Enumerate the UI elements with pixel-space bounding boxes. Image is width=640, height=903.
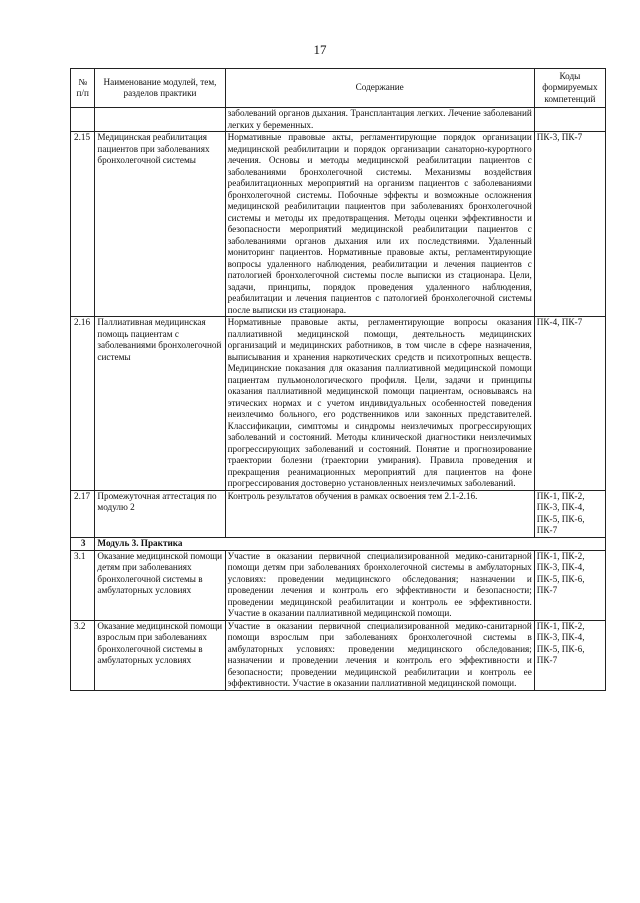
header-name: Наименование модулей, тем, разделов практики [95, 69, 225, 108]
header-num: № п/п [71, 69, 95, 108]
table-row [71, 317, 606, 491]
row-codes: ПК-1, ПК-2, ПК-3, ПК-4, ПК-5, ПК-6, ПК-7 [534, 550, 605, 620]
row-codes: ПК-3, ПК-7 [534, 132, 605, 317]
module-num: 3 [71, 537, 95, 550]
table-row [71, 132, 606, 317]
header-codes: Коды формируемых компетенций [534, 69, 605, 108]
row-name: Промежуточная аттестация по модулю 2 [95, 490, 225, 537]
row-codes: ПК-4, ПК-7 [534, 317, 605, 491]
module-row [71, 537, 606, 550]
header-content: Содержание [225, 69, 534, 108]
row-name: Паллиативная медицинская помощь пациентам с заболеваниями бронхолегочной системы [95, 317, 225, 491]
row-content: Нормативные правовые акты, регламентирующие порядок организации медицинской реабилитации и порядок организации санаторно-курортного лечения. Основы и методы медицинской реабилитации пациентов с заболеваниями бронхолегочной системы. Механизмы воздействия реабилитационных мероприятий на организм пациентов с заболеваниями бронхолегочной системы. Побочные эффекты и возможные осложнения медицинской реабилитации пациентов при заболеваниях бронхолегочной системы и методы их предотвращения. Методы оценки эффективности и безопасности мероприятий медицинской реабилитации пациентов с заболеваниями органов дыхания или их последствиями. Удаленный мониторинг пациентов. Нормативные правовые акты, регламентирующие вопросы удаленного наблюдения, реабилитации и лечения пациентов с патологией бронхолегочной системы после выписки из стационара. Цели, задачи, принципы, порядок проведения удаленного наблюдения, реабилитации и лечения пациентов с патологией бронхолегочной системы после выписки из стационара. [225, 132, 534, 317]
row-num [71, 108, 95, 132]
row-name: Оказание медицинской помощи детям при заболеваниях бронхолегочной системы в амбулаторных условиях [95, 550, 225, 620]
row-content: Контроль результатов обучения в рамках освоения тем 2.1-2.16. [225, 490, 534, 537]
row-codes [534, 108, 605, 132]
row-content: Нормативные правовые акты, регламентирующие вопросы оказания паллиативной медицинской помощи, деятельность медицинских организаций и медицинских работников, в том числе в сфере назначения, выписывания и хранения наркотических средств и психотропных веществ. Медицинские показания для оказания паллиативной медицинской помощи пациентам пульмонологического профиля. Цели, задачи и принципы оказания паллиативной медицинской помощи пациентам, основываясь на этических нормах и с учетом индивидуальных особенностей поведения неизлечимо больного, его родственников или законных представителей. Классификации, симптомы и синдромы неизлечимых прогрессирующих заболеваний и состояний. Методы клинической диагностики неизлечимых прогрессирующих заболеваний и состояний. Понятие и прогнозирование траектории болезни (траектории умирания). Правила проведения и прекращения реанимационных мероприятий для пациентов на фоне прогрессирования достоверно установленных неизлечимых заболеваний. [225, 317, 534, 491]
page-number: 17 [313, 42, 327, 57]
table-header-row [71, 69, 606, 108]
row-num: 2.17 [71, 490, 95, 537]
row-num: 2.15 [71, 132, 95, 317]
table-row [71, 550, 606, 620]
row-content: заболеваний органов дыхания. Трансплантация легких. Лечение заболеваний легких у беременных. [225, 108, 534, 132]
row-num: 3.1 [71, 550, 95, 620]
row-num: 2.16 [71, 317, 95, 491]
row-name: Медицинская реабилитация пациентов при заболеваниях бронхолегочной системы [95, 132, 225, 317]
row-num: 3.2 [71, 620, 95, 690]
row-content: Участие в оказании первичной специализированной медико-санитарной помощи детям при заболеваниях бронхолегочной системы в амбулаторных условиях: проведении медицинского обследования; назначении и проведении лечения и контроль его эффективности и безопасности; проведении медицинской реабилитации и контроль ее эффективности. Участие в оказании паллиативной медицинской помощи. [225, 550, 534, 620]
table-row [71, 108, 606, 132]
row-codes: ПК-1, ПК-2, ПК-3, ПК-4, ПК-5, ПК-6, ПК-7 [534, 490, 605, 537]
curriculum-table [70, 68, 606, 691]
row-name: Оказание медицинской помощи взрослым при заболеваниях бронхолегочной системы в амбулаторных условиях [95, 620, 225, 690]
row-content: Участие в оказании первичной специализированной медико-санитарной помощи взрослым при заболеваниях бронхолегочной системы в амбулаторных условиях: проведении медицинского обследования; назначении и проведении лечения и контроль его эффективности и безопасности; проведении медицинской реабилитации и контроль ее эффективности. Участие в оказании паллиативной медицинской помощи. [225, 620, 534, 690]
table-row [71, 490, 606, 537]
table-row [71, 620, 606, 690]
row-name [95, 108, 225, 132]
module-title: Модуль 3. Практика [95, 537, 606, 550]
row-codes: ПК-1, ПК-2, ПК-3, ПК-4, ПК-5, ПК-6, ПК-7 [534, 620, 605, 690]
